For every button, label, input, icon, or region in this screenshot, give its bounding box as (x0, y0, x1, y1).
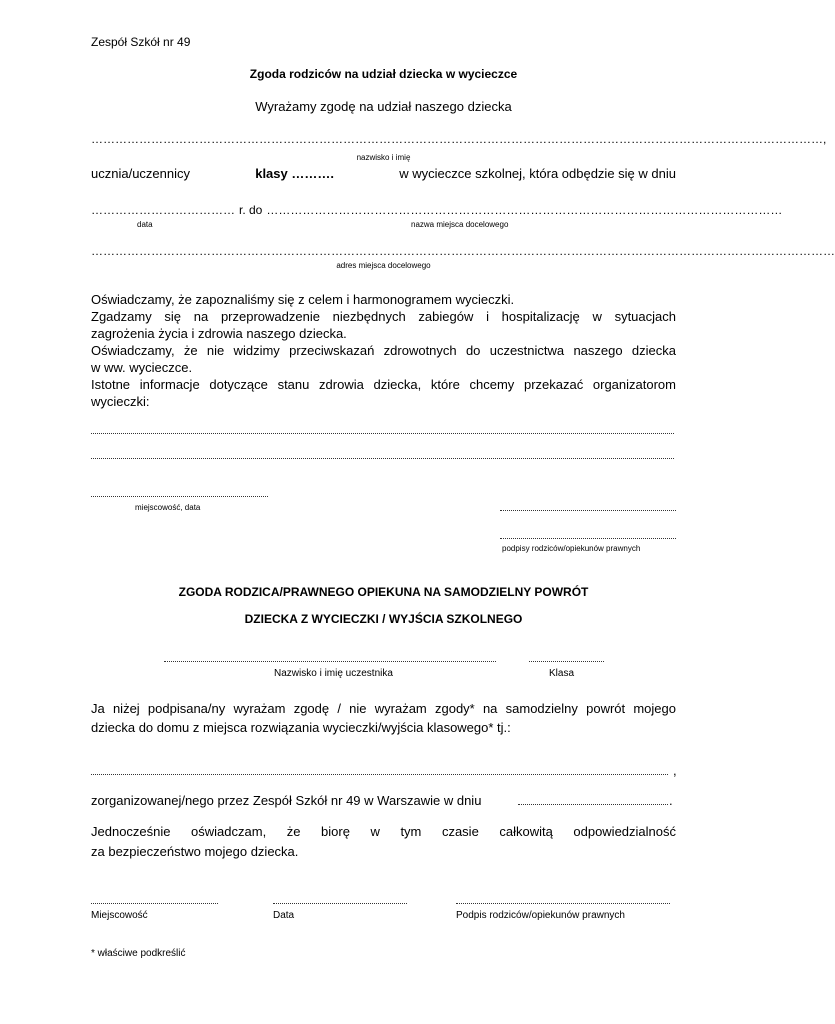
date-separator: r. do (239, 203, 263, 217)
return-location-line[interactable] (91, 774, 668, 775)
return-consent-statement (91, 699, 676, 737)
declaration-3a: Oświadczamy, że nie widzimy przeciwskazań zdrowotnych do uczestnictwa naszego dziecka (91, 343, 676, 358)
declaration-1: Oświadczamy, że zapoznaliśmy się z celem i harmonogramem wycieczki. (91, 292, 515, 307)
destination-field[interactable]: ………………………………………………………………………………………………………………… (266, 203, 783, 217)
student-class-line (91, 166, 676, 181)
participant-class-caption: Klasa (549, 668, 575, 679)
return-consent-title-2: DZIECKA Z WYCIECZKI / WYJŚCIA SZKOLNEGO (244, 612, 523, 626)
return-date-line[interactable] (518, 804, 668, 805)
participant-name-line[interactable] (164, 661, 496, 662)
school-name: Zespół Szkół nr 49 (91, 35, 191, 49)
parent-signature-line-2[interactable] (500, 538, 676, 539)
signature-line[interactable] (456, 903, 670, 904)
return-consent-line-2: dziecka do domu z miejsca rozwiązania wycieczki/wyjścia klasowego* tj.: (91, 720, 511, 735)
destination-caption: nazwa miejsca docelowego (411, 220, 509, 229)
place-date-line[interactable] (91, 496, 268, 497)
trip-date-label: w wycieczce szkolnej, która odbędzie się w dniu (399, 166, 676, 181)
date-caption: data (137, 220, 153, 229)
declaration-2a: Zgadzamy się na przeprowadzenie niezbędnych zabiegów i hospitalizację w sytuacjach (91, 309, 676, 324)
address-field[interactable]: …………………………………………………………………………………………………………………………………………………………………… (91, 244, 835, 258)
consent-intro: Wyrażamy zgodę na udział naszego dziecka (255, 99, 512, 114)
parent-signature-line-1[interactable] (500, 510, 676, 511)
responsibility-statement (91, 822, 676, 862)
return-consent-line-1: Ja niżej podpisana/ny wyrażam zgodę / nie wyrażam zgody* na samodzielny powrót mojego (91, 701, 676, 716)
student-label: ucznia/uczennicy (91, 166, 190, 181)
period: . (669, 793, 673, 808)
responsibility-line-2: za bezpieczeństwo mojego dziecka. (91, 844, 299, 859)
return-consent-title-1: ZGODA RODZICA/PRAWNEGO OPIEKUNA NA SAMODZIELNY POWRÓT (178, 585, 589, 599)
participant-name-caption: Nazwisko i imię uczestnika (274, 668, 393, 679)
signature-caption: Podpis rodziców/opiekunów prawnych (456, 910, 625, 921)
declarations (91, 291, 676, 410)
declaration-4a: Istotne informacje dotyczące stanu zdrowia dziecka, które chcemy przekazać organizatorom (91, 377, 676, 392)
participant-class-line[interactable] (529, 661, 604, 662)
place-date-caption: miejscowość, data (135, 503, 201, 512)
responsibility-line-1: Jednocześnie oświadczam, że biorę w tym czasie całkowitą odpowiedzialność (91, 824, 676, 839)
class-field[interactable]: ………. (291, 166, 335, 181)
child-name-caption: nazwisko i imię (356, 153, 411, 162)
date-destination-line (91, 203, 783, 217)
parents-signature-caption: podpisy rodziców/opiekunów prawnych (502, 544, 641, 553)
place-caption: Miejscowość (91, 910, 148, 921)
organized-by-text: zorganizowanej/nego przez Zespół Szkół nr 49 w Warszawie w dniu (91, 793, 482, 808)
comma: , (673, 763, 677, 778)
health-info-line-1[interactable] (91, 433, 674, 434)
declaration-3b: w ww. wycieczce. (91, 360, 193, 375)
class-label: klasy (255, 166, 288, 181)
declaration-4b: wycieczki: (91, 394, 150, 409)
address-caption: adres miejsca docelowego (336, 261, 431, 270)
date-line[interactable] (273, 903, 407, 904)
footnote: * właściwe podkreślić (91, 948, 186, 959)
health-info-line-2[interactable] (91, 458, 674, 459)
place-line[interactable] (91, 903, 218, 904)
date-caption-2: Data (273, 910, 295, 921)
declaration-2b: zagrożenia życia i zdrowia naszego dziecka. (91, 326, 347, 341)
document-title: Zgoda rodziców na udział dziecka w wycieczce (249, 67, 518, 81)
child-name-field[interactable]: …………………………………………………………………………………………………………………………………………………………………, (91, 132, 827, 146)
trip-date-field[interactable]: ……………………………… (91, 203, 235, 217)
